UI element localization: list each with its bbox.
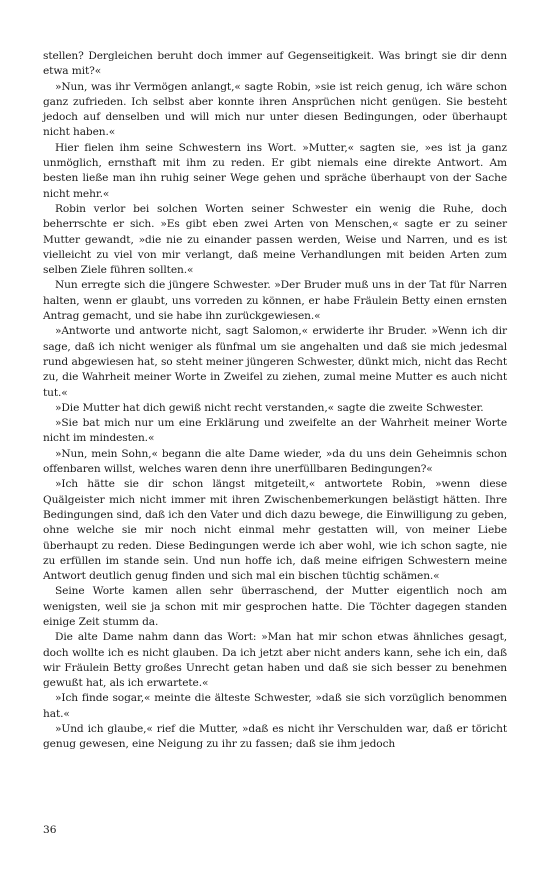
paragraph: »Antworte und antworte nicht, sagt Salomon,« erwiderte ihr Bruder. »Wenn ich dir sage, daß ich nicht weniger als fünfmal um sie angehalten und daß sie mich jedesmal rund abgewiesen hat, so steht meiner jüngeren Schwester, dünkt mich, nicht das Recht zu, die Wahrheit meiner Worte in Zweifel zu ziehen, zumal meine Mutter es auch nicht tut.« [43, 325, 507, 399]
paragraph: »Nun, was ihr Vermögen anlangt,« sagte Robin, »sie ist reich genug, ich wäre schon ganz zufrieden. Ich selbst aber konnte ihren Ansprüchen nicht genügen. Sie besteht jedoch auf denselben und will mich nur unter diesen Bedingungen, oder überhaupt nicht haben.« [43, 80, 507, 139]
paragraph: Nun erregte sich die jüngere Schwester. »Der Bruder muß uns in der Tat für Narren halten, wenn er glaubt, uns vorreden zu können, er habe Fräulein Betty einen ernsten Antrag gemacht, und sie habe ihn zurückgewiesen.« [43, 279, 507, 323]
paragraph: stellen? Dergleichen beruht doch immer auf Gegenseitigkeit. Was bringt sie dir denn etwa mit?« [43, 50, 507, 78]
paragraph: »Ich finde sogar,« meinte die älteste Schwester, »daß sie sich vorzüglich benommen hat.« [43, 692, 507, 720]
paragraph: »Und ich glaube,« rief die Mutter, »daß es nicht ihr Verschulden war, daß er töricht genug gewesen, eine Neigung zu ihr zu fassen; daß sie ihm jedoch [43, 723, 507, 751]
paragraph: Die alte Dame nahm dann das Wort: »Man hat mir schon etwas ähnliches gesagt, doch wollte ich es nicht glauben. Da ich jetzt aber nicht anders kann, sehe ich ein, daß wir Fräulein Betty großes Unrecht getan haben und daß sie sich besser zu benehmen gewußt hat, als ich erwartete.« [43, 631, 507, 690]
body-text [43, 49, 507, 753]
page-number: 36 [43, 824, 57, 836]
paragraph: »Ich hätte sie dir schon längst mitgeteilt,« antwortete Robin, »wenn diese Quälgeister mich nicht immer mit ihren Zwischenbemerkungen belästigt hätten. Ihre Bedingungen sind, daß ich den Vater und dich dazu bewege, die Einwilligung zu geben, ohne welche sie mir noch nicht einmal mehr gestatten will, von meiner Liebe überhaupt zu reden. Diese Bedingungen werde ich aber wohl, wie ich schon sagte, nie zu erfüllen im stande sein. Und nun hoffe ich, daß meine eifrigen Schwestern meine Antwort deutlich genug finden und sich mal ein bischen tüchtig schämen.« [43, 478, 507, 583]
paragraph: Robin verlor bei solchen Worten seiner Schwester ein wenig die Ruhe, doch beherrschte er sich. »Es gibt eben zwei Arten von Menschen,« sagte er zu seiner Mutter gewandt, »die nie zu einander passen werden, Weise und Narren, und es ist vielleicht zu viel von mir verlangt, daß meine Verhandlungen mit beiden Arten zum selben Ziele führen sollten.« [43, 202, 507, 277]
paragraph: Seine Worte kamen allen sehr überraschend, der Mutter eigentlich noch am wenigsten, weil sie ja schon mit mir gesprochen hatte. Die Töchter dagegen standen einige Zeit stumm da. [43, 585, 507, 628]
paragraph: Hier fielen ihm seine Schwestern ins Wort. »Mutter,« sagten sie, »es ist ja ganz unmöglich, ernsthaft mit ihm zu reden. Er gibt niemals eine direkte Antwort. Am besten ließe man ihn ruhig seiner Wege gehen und spräche überhaupt von der Sache nicht mehr.« [43, 141, 507, 200]
paragraph: »Nun, mein Sohn,« begann die alte Dame wieder, »da du uns dein Geheimnis schon offenbaren willst, welches waren denn ihre unerfüllbaren Bedingungen?« [43, 447, 507, 476]
paragraph: »Sie bat mich nur um eine Erklärung und zweifelte an der Wahrheit meiner Worte nicht im mindesten.« [43, 417, 507, 445]
paragraph: »Die Mutter hat dich gewiß nicht recht verstanden,« sagte die zweite Schwester. [55, 401, 484, 414]
